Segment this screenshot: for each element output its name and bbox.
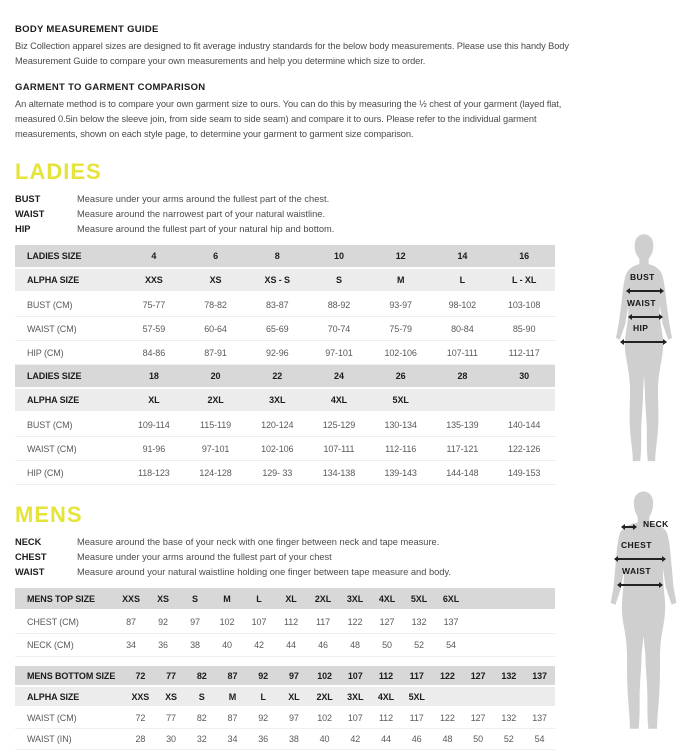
female-silhouette-figure <box>602 228 686 472</box>
cell-value: 48 <box>339 634 371 657</box>
definition-row <box>15 192 685 207</box>
table-row <box>15 365 555 389</box>
row-label: CHEST (CM) <box>15 611 115 634</box>
cell-value <box>432 389 494 413</box>
row-label: ALPHA SIZE <box>15 687 125 708</box>
cell-value: 127 <box>463 708 494 729</box>
cell-value <box>524 687 555 708</box>
cell-value: 50 <box>371 634 403 657</box>
cell-value: 85-90 <box>493 317 555 341</box>
cell-value: XL <box>123 389 185 413</box>
cell-value: 38 <box>179 634 211 657</box>
cell-value: S <box>179 588 211 611</box>
cell-value: 92 <box>248 666 279 687</box>
cell-value: 82 <box>186 708 217 729</box>
cell-value: 34 <box>115 634 147 657</box>
cell-value: 112 <box>371 666 402 687</box>
chest-measure-arrow <box>615 558 665 560</box>
cell-value: 52 <box>403 634 435 657</box>
cell-value: 144-148 <box>432 461 494 485</box>
cell-value: 102-106 <box>246 437 308 461</box>
row-label: HIP (CM) <box>15 341 123 365</box>
cell-value <box>467 634 555 657</box>
cell-value: 97-101 <box>308 341 370 365</box>
garment-comparison-text: An alternate method is to compare your own garment size to ours. You can do this by measuring the ½ chest of your garment (layed flat, measured 0.5in below the sleeve join, from side seam to side seam) and compare it to ours. Please refer to the individual garment measurements, shown on each style page, to determine your garment to garment size comparison. <box>15 99 562 139</box>
cell-value: 46 <box>401 729 432 750</box>
cell-value: 20 <box>185 365 247 389</box>
cell-value: 112 <box>371 708 402 729</box>
cell-value: 3XL <box>339 588 371 611</box>
cell-value: 107-111 <box>308 437 370 461</box>
cell-value: 42 <box>243 634 275 657</box>
table-row <box>15 245 555 269</box>
cell-value: 54 <box>524 729 555 750</box>
cell-value: 130-134 <box>370 413 432 437</box>
cell-value: 117 <box>307 611 339 634</box>
cell-value: 124-128 <box>185 461 247 485</box>
cell-value: 6XL <box>435 588 467 611</box>
mens-definitions <box>15 535 685 580</box>
cell-value: 97 <box>279 666 310 687</box>
cell-value: 36 <box>147 634 179 657</box>
cell-value: 4XL <box>308 389 370 413</box>
hip-measure-arrow <box>621 341 666 343</box>
cell-value: 72 <box>125 708 156 729</box>
cell-value: 135-139 <box>432 413 494 437</box>
row-label: WAIST (CM) <box>15 437 123 461</box>
cell-value: 122-126 <box>493 437 555 461</box>
cell-value: 16 <box>493 245 555 269</box>
ladies-definitions <box>15 192 685 237</box>
cell-value: 87 <box>217 708 248 729</box>
cell-value: 34 <box>217 729 248 750</box>
cell-value: 112-117 <box>493 341 555 365</box>
table-row <box>15 293 555 317</box>
row-label: WAIST (IN) <box>15 729 125 750</box>
cell-value: 139-143 <box>370 461 432 485</box>
cell-value: 92 <box>147 611 179 634</box>
cell-value: 97 <box>179 611 211 634</box>
cell-value: 8 <box>246 245 308 269</box>
cell-value: 88-92 <box>308 293 370 317</box>
cell-value: XS <box>185 269 247 293</box>
cell-value: XS <box>147 588 179 611</box>
cell-value: 132 <box>403 611 435 634</box>
cell-value: 87 <box>217 666 248 687</box>
cell-value: 92-96 <box>246 341 308 365</box>
cell-value: 117-121 <box>432 437 494 461</box>
table-row <box>15 413 555 437</box>
cell-value: L <box>432 269 494 293</box>
definition-row <box>15 222 685 237</box>
cell-value: XXS <box>115 588 147 611</box>
cell-value: 2XL <box>185 389 247 413</box>
cell-value: 57-59 <box>123 317 185 341</box>
cell-value: 125-129 <box>308 413 370 437</box>
male-silhouette-figure <box>598 488 690 740</box>
row-label: BUST (CM) <box>15 293 123 317</box>
cell-value: 32 <box>186 729 217 750</box>
cell-value <box>493 687 524 708</box>
cell-value: 40 <box>211 634 243 657</box>
mens-bottom-size-table <box>15 666 555 750</box>
cell-value: 26 <box>370 365 432 389</box>
cell-value: 87 <box>115 611 147 634</box>
cell-value: 46 <box>307 634 339 657</box>
cell-value: S <box>308 269 370 293</box>
cell-value: 5XL <box>370 389 432 413</box>
cell-value: 122 <box>432 666 463 687</box>
definition-term: WAIST <box>15 209 45 219</box>
cell-value: 77 <box>156 666 187 687</box>
cell-value <box>493 389 555 413</box>
cell-value: L - XL <box>493 269 555 293</box>
cell-value: 112-116 <box>370 437 432 461</box>
cell-value: 5XL <box>403 588 435 611</box>
table-row <box>15 317 555 341</box>
cell-value: 12 <box>370 245 432 269</box>
cell-value: M <box>211 588 243 611</box>
definition-term: NECK <box>15 537 42 547</box>
cell-value: 137 <box>524 708 555 729</box>
cell-value: 28 <box>432 365 494 389</box>
cell-value: 140-144 <box>493 413 555 437</box>
cell-value: S <box>186 687 217 708</box>
cell-value: 72 <box>125 666 156 687</box>
table-row <box>15 461 555 485</box>
cell-value <box>467 611 555 634</box>
cell-value: 40 <box>309 729 340 750</box>
cell-value: 118-123 <box>123 461 185 485</box>
cell-value: 4XL <box>371 687 402 708</box>
body-measurement-guide-text: Biz Collection apparel sizes are designed to fit average industry standards for the below body measurements. Please use this handy Body Measurement Guide to compare your own measurements and help you determine which size to order. <box>15 41 569 66</box>
cell-value: 30 <box>156 729 187 750</box>
row-label: LADIES SIZE <box>15 365 123 389</box>
cell-value: 107-111 <box>432 341 494 365</box>
cell-value: 87-91 <box>185 341 247 365</box>
definition-desc: Measure around the narrowest part of your natural waistline. <box>77 209 326 219</box>
cell-value: 30 <box>493 365 555 389</box>
row-label: BUST (CM) <box>15 413 123 437</box>
cell-value: 107 <box>340 708 371 729</box>
cell-value: 10 <box>308 245 370 269</box>
cell-value: 83-87 <box>246 293 308 317</box>
cell-value <box>432 687 463 708</box>
definition-desc: Measure around the base of your neck with one finger between neck and tape measure. <box>77 537 440 547</box>
bust-label: BUST <box>630 272 655 282</box>
cell-value: 112 <box>275 611 307 634</box>
cell-value: 107 <box>340 666 371 687</box>
row-label: LADIES SIZE <box>15 245 123 269</box>
cell-value: 84-86 <box>123 341 185 365</box>
cell-value: 3XL <box>246 389 308 413</box>
cell-value: 132 <box>493 666 524 687</box>
cell-value: 78-82 <box>185 293 247 317</box>
row-label: WAIST (CM) <box>15 708 125 729</box>
table-row <box>15 437 555 461</box>
definition-row <box>15 550 685 565</box>
row-label: HIP (CM) <box>15 461 123 485</box>
cell-value: 22 <box>246 365 308 389</box>
definition-desc: Measure under your arms around the fullest part of your chest <box>77 552 332 562</box>
table-row <box>15 634 555 657</box>
cell-value: 2XL <box>307 588 339 611</box>
row-label: NECK (CM) <box>15 634 115 657</box>
cell-value: M <box>370 269 432 293</box>
cell-value: 80-84 <box>432 317 494 341</box>
cell-value: 129- 33 <box>246 461 308 485</box>
garment-comparison-title: GARMENT TO GARMENT COMPARISON <box>15 82 206 93</box>
waist-label: WAIST <box>622 566 651 576</box>
cell-value: 14 <box>432 245 494 269</box>
cell-value: 102 <box>309 708 340 729</box>
cell-value: 120-124 <box>246 413 308 437</box>
cell-value: 38 <box>279 729 310 750</box>
row-label: WAIST (CM) <box>15 317 123 341</box>
table-row <box>15 729 555 750</box>
cell-value: 103-108 <box>493 293 555 317</box>
cell-value <box>467 588 555 611</box>
cell-value: XXS <box>123 269 185 293</box>
cell-value: 4XL <box>371 588 403 611</box>
ladies-size-table <box>15 245 555 485</box>
waist-measure-arrow <box>629 316 662 318</box>
definition-term: CHEST <box>15 552 47 562</box>
cell-value: 127 <box>463 666 494 687</box>
hip-label: HIP <box>633 323 649 333</box>
definition-term: HIP <box>15 224 31 234</box>
cell-value: 137 <box>524 666 555 687</box>
cell-value: XXS <box>125 687 156 708</box>
table-row <box>15 708 555 729</box>
cell-value: 54 <box>435 634 467 657</box>
cell-value: 109-114 <box>123 413 185 437</box>
definition-term: BUST <box>15 194 41 204</box>
definition-row <box>15 535 685 550</box>
definition-desc: Measure under your arms around the fullest part of the chest. <box>77 194 330 204</box>
cell-value: 18 <box>123 365 185 389</box>
cell-value: 75-79 <box>370 317 432 341</box>
table-row <box>15 611 555 634</box>
cell-value: 91-96 <box>123 437 185 461</box>
cell-value: 97 <box>279 708 310 729</box>
cell-value: 6 <box>185 245 247 269</box>
cell-value: 132 <box>493 708 524 729</box>
cell-value: 149-153 <box>493 461 555 485</box>
cell-value: 102 <box>309 666 340 687</box>
cell-value: XS <box>156 687 187 708</box>
cell-value: 107 <box>243 611 275 634</box>
cell-value: 28 <box>125 729 156 750</box>
cell-value: 92 <box>248 708 279 729</box>
cell-value: 5XL <box>401 687 432 708</box>
definition-row <box>15 207 685 222</box>
cell-value: 117 <box>401 708 432 729</box>
cell-value: 36 <box>248 729 279 750</box>
ladies-heading: LADIES <box>15 159 102 184</box>
cell-value: 44 <box>275 634 307 657</box>
cell-value: XL <box>279 687 310 708</box>
cell-value: 3XL <box>340 687 371 708</box>
row-label: MENS TOP SIZE <box>15 588 115 611</box>
cell-value: 65-69 <box>246 317 308 341</box>
table-row <box>15 687 555 708</box>
table-row <box>15 269 555 293</box>
cell-value: 82 <box>186 666 217 687</box>
cell-value: L <box>243 588 275 611</box>
cell-value: 127 <box>371 611 403 634</box>
table-row <box>15 389 555 413</box>
cell-value: 93-97 <box>370 293 432 317</box>
cell-value: 50 <box>463 729 494 750</box>
chest-label: CHEST <box>621 540 652 550</box>
cell-value: 137 <box>435 611 467 634</box>
body-measurement-guide-title: BODY MEASUREMENT GUIDE <box>15 24 159 35</box>
female-silhouette <box>602 228 686 472</box>
cell-value: 4 <box>123 245 185 269</box>
row-label: ALPHA SIZE <box>15 389 123 413</box>
cell-value: 117 <box>401 666 432 687</box>
cell-value: 102-106 <box>370 341 432 365</box>
cell-value: 75-77 <box>123 293 185 317</box>
cell-value: 115-119 <box>185 413 247 437</box>
cell-value: 102 <box>211 611 243 634</box>
table-row <box>15 588 555 611</box>
waist-measure-arrow <box>618 584 662 586</box>
cell-value: 60-64 <box>185 317 247 341</box>
bust-measure-arrow <box>627 290 663 292</box>
cell-value: 77 <box>156 708 187 729</box>
cell-value: 24 <box>308 365 370 389</box>
cell-value: 2XL <box>309 687 340 708</box>
row-label: MENS BOTTOM SIZE <box>15 666 125 687</box>
waist-label: WAIST <box>627 298 656 308</box>
cell-value: L <box>248 687 279 708</box>
cell-value: 122 <box>339 611 371 634</box>
cell-value: 122 <box>432 708 463 729</box>
neck-measure-arrow <box>622 526 636 528</box>
cell-value: 98-102 <box>432 293 494 317</box>
cell-value: 97-101 <box>185 437 247 461</box>
cell-value <box>463 687 494 708</box>
definition-row <box>15 565 685 580</box>
neck-label: NECK <box>643 519 669 529</box>
cell-value: 52 <box>493 729 524 750</box>
cell-value: 134-138 <box>308 461 370 485</box>
cell-value: 48 <box>432 729 463 750</box>
cell-value: XL <box>275 588 307 611</box>
row-label: ALPHA SIZE <box>15 269 123 293</box>
cell-value: 42 <box>340 729 371 750</box>
mens-top-size-table <box>15 588 555 657</box>
table-row <box>15 341 555 365</box>
mens-heading: MENS <box>15 502 83 527</box>
cell-value: XS - S <box>246 269 308 293</box>
cell-value: 70-74 <box>308 317 370 341</box>
cell-value: 44 <box>371 729 402 750</box>
definition-term: WAIST <box>15 567 45 577</box>
table-row <box>15 666 555 687</box>
cell-value: M <box>217 687 248 708</box>
definition-desc: Measure around your natural waistline holding one finger between tape measure and body. <box>77 567 452 577</box>
definition-desc: Measure around the fullest part of your natural hip and bottom. <box>77 224 335 234</box>
